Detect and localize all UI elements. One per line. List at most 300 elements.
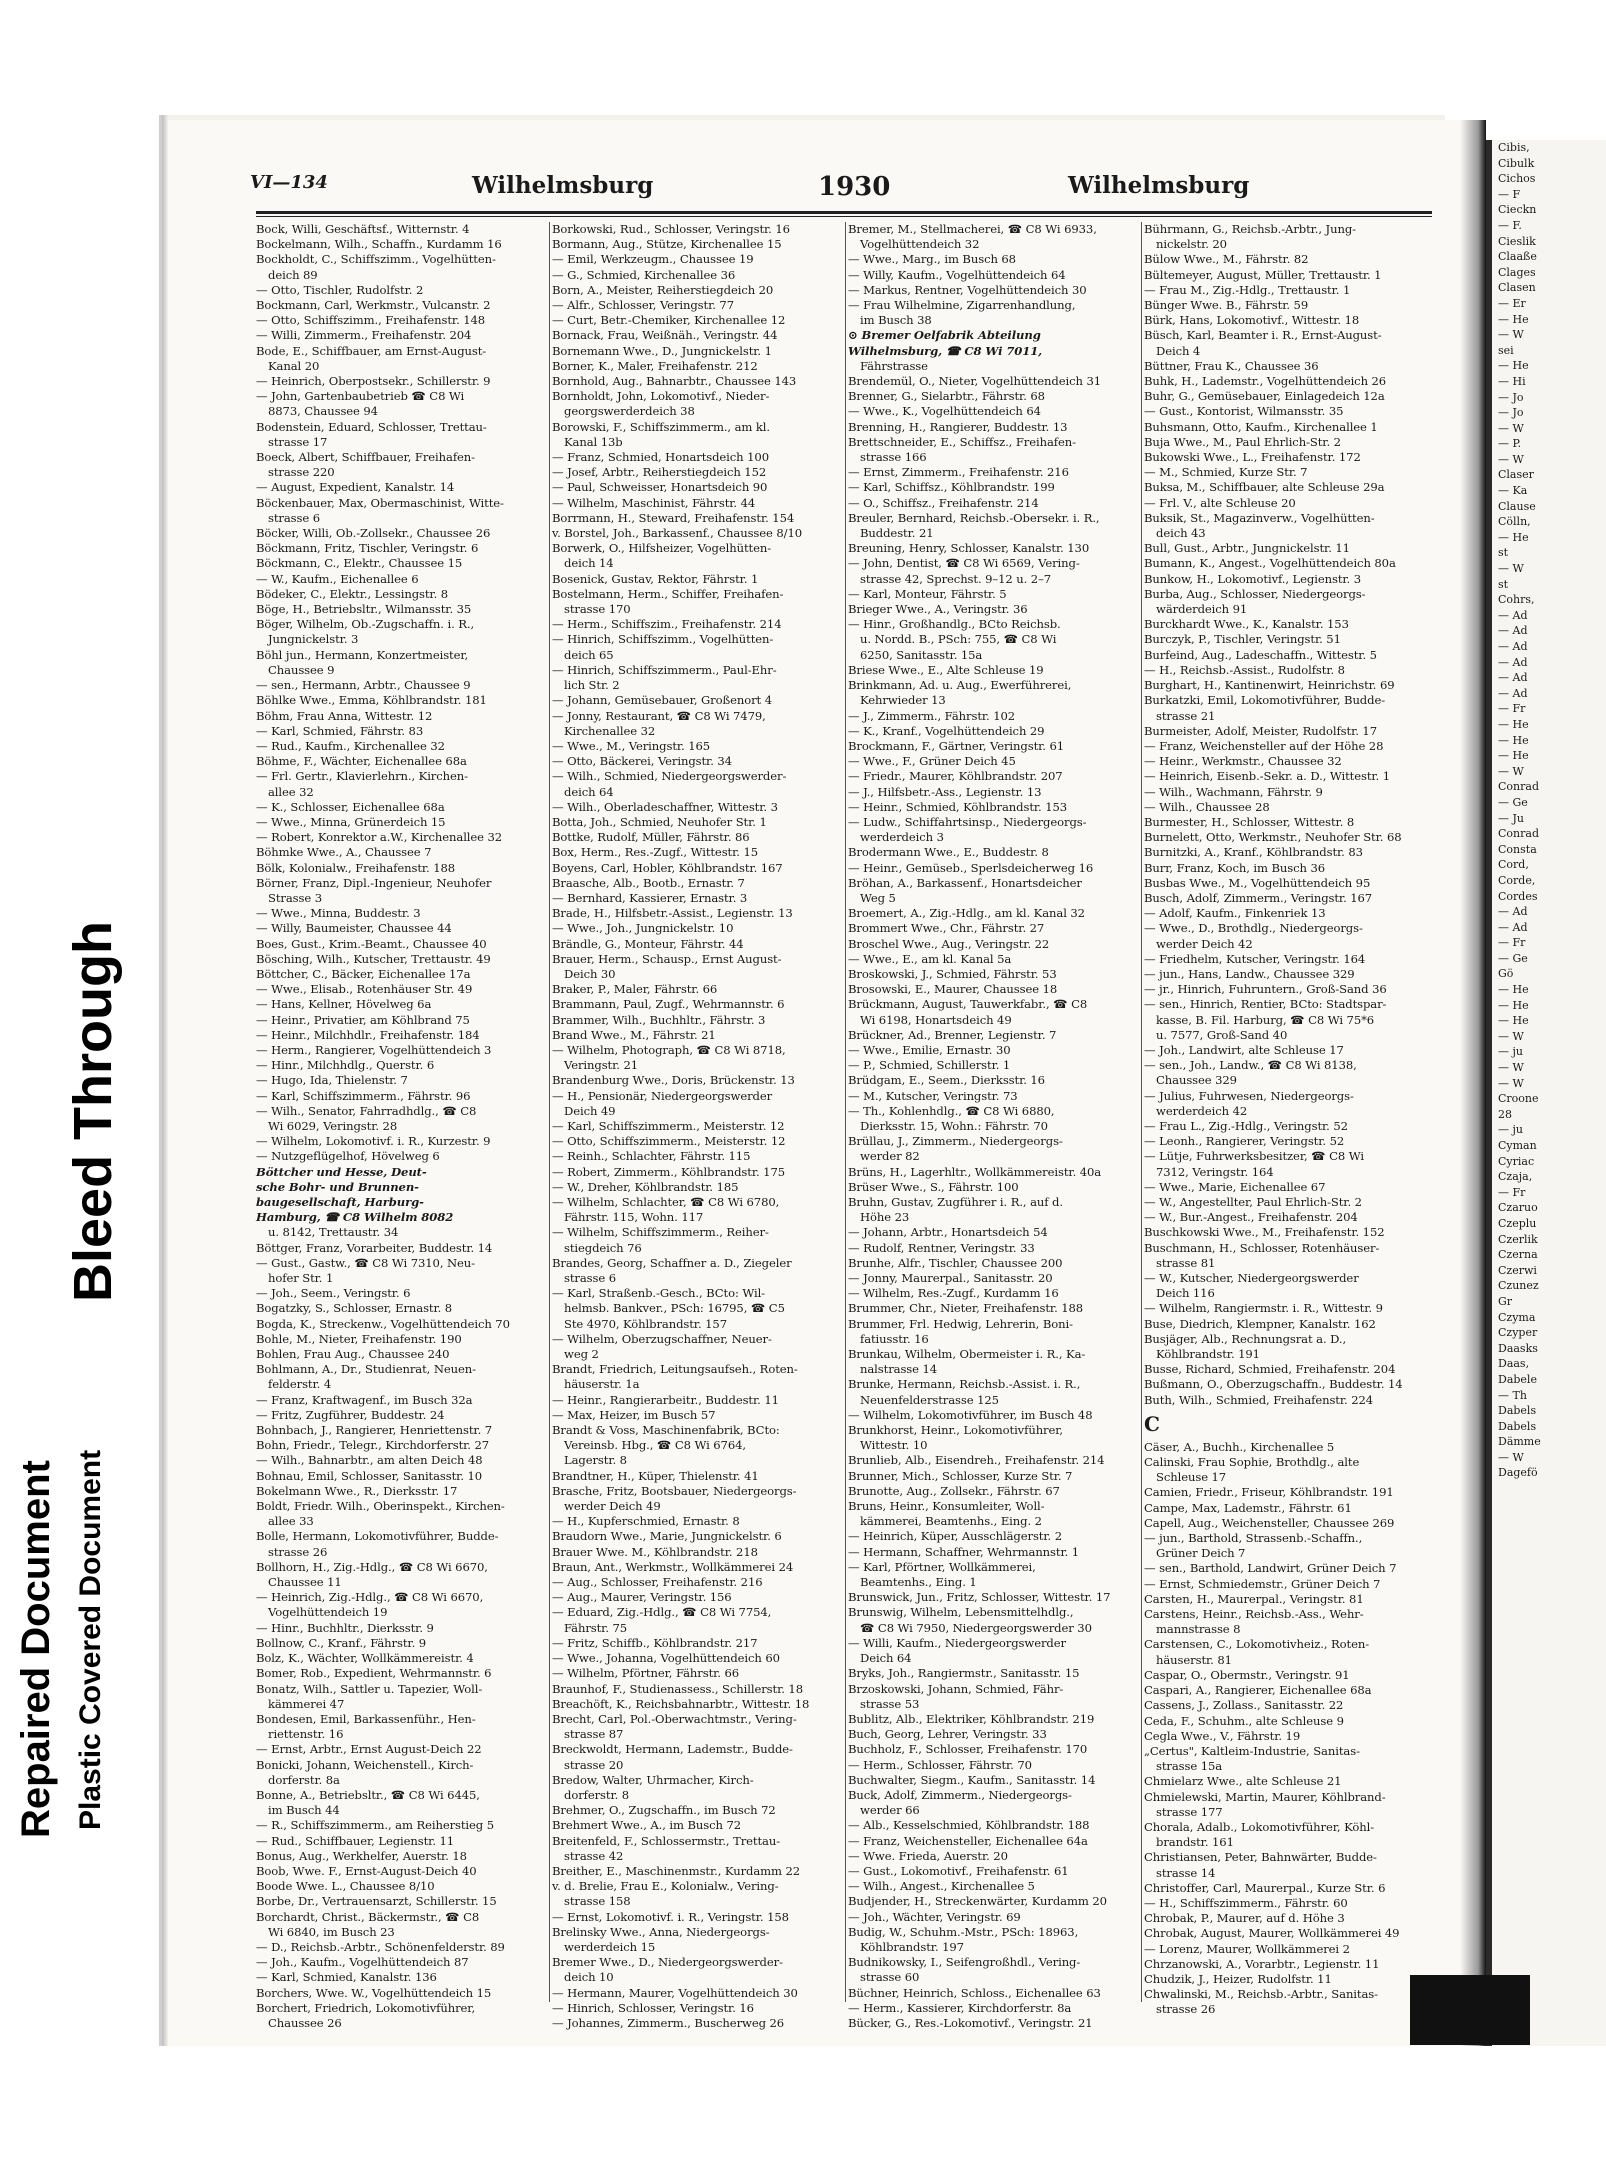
directory-entry-line: — Heinrich, Oberpostsekr., Schillerstr. 9 [256,374,491,389]
directory-entry-line: — Wilhelm, Res.-Zugf., Kurdamm 16 [848,1286,1059,1301]
next-page-fragment: — W [1498,421,1524,435]
directory-entry-line: Brammer, Wilh., Buchhltr., Fährstr. 3 [552,1012,766,1027]
directory-entry-line: Brunkau, Wilhelm, Obermeister i. R., Ka- [848,1347,1086,1362]
page-number: VI—134 [250,172,328,193]
directory-entry-line: — Ludw., Schiffahrtsinsp., Niedergeorgs- [848,814,1087,829]
directory-entry-line: felderstr. 4 [268,1377,332,1392]
next-page-fragment: Clause [1498,499,1536,513]
directory-entry-line: — K., Kranf., Vogelhüttendeich 29 [848,723,1045,738]
directory-entry-line: — sen., Joh., Landw., ☎ C8 Wi 8138, [1144,1058,1357,1073]
header-right-title: Wilhelmsburg [1068,172,1250,199]
directory-entry-line: — Willy, Baumeister, Chaussee 44 [256,921,452,936]
directory-entry-line: Bull, Gust., Arbtr., Jungnickelstr. 11 [1144,541,1350,556]
next-page-fragment: — Ka [1498,484,1528,498]
directory-entry-line: Bodenstein, Eduard, Schlosser, Trettau- [256,419,487,434]
directory-entry-line: — Bernhard, Kassierer, Ernastr. 3 [552,890,748,905]
directory-entry-line: Veringstr. 21 [564,1058,639,1073]
next-page-fragment: — Ju [1498,811,1524,825]
directory-entry-line: — Joh., Seem., Veringstr. 6 [256,1286,411,1301]
directory-entry-line: Brettschneider, E., Schiffsz., Freihafen- [848,434,1076,449]
directory-entry-line: Brehmert Wwe., A., im Busch 72 [552,1818,742,1833]
directory-entry-line: Burczyk, P., Tischler, Veringstr. 51 [1144,632,1341,647]
directory-entry-line: — Herm., Schlosser, Fährstr. 70 [848,1757,1032,1772]
next-page-fragment: — ju [1498,1045,1523,1059]
directory-entry-line: Bogda, K., Streckenw., Vogelhüttendeich 70 [256,1316,510,1331]
next-page-fragment: Clages [1498,265,1536,279]
directory-entry-line: Buchwalter, Siegm., Kaufm., Sanitasstr. 14 [848,1772,1096,1787]
directory-entry-line: Bonus, Aug., Werkhelfer, Auerstr. 18 [256,1848,467,1863]
directory-entry-line: Burr, Franz, Koch, im Busch 36 [1144,860,1325,875]
directory-entry-line: Bösching, Wilh., Kutscher, Trettaustr. 49 [256,951,491,966]
directory-entry-line: Bollhorn, H., Zig.-Hdlg., ☎ C8 Wi 6670, [256,1559,488,1574]
directory-entry-line: Borowski, F., Schiffszimmerm., am kl. [552,419,771,434]
directory-entry-line: — Wwe., Elisab., Rotenhäuser Str. 49 [256,982,473,997]
directory-entry-line: — Heinrich, Eisenb.-Sekr. a. D., Wittestr. 1 [1144,769,1390,784]
directory-entry-line: sche Bohr- und Brunnen- [256,1179,419,1194]
directory-entry-line: Brockmann, F., Gärtner, Veringstr. 61 [848,738,1065,753]
directory-entry-line: — Jonny, Restaurant, ☎ C8 Wi 7479, [552,708,766,723]
column-1 [256,222,542,2030]
directory-entry-line: Böckmann, Fritz, Tischler, Veringstr. 6 [256,541,479,556]
next-page-fragment: st [1498,577,1509,591]
directory-entry-line: — Wilhelm, Rangiermstr. i. R., Wittestr. 9 [1144,1301,1383,1316]
directory-entry-line: Brzoskowski, Johann, Schmied, Fähr- [848,1681,1064,1696]
directory-entry-line: — Julius, Fuhrwesen, Niedergeorgs- [1144,1088,1354,1103]
directory-entry-line: — Otto, Tischler, Rudolfstr. 2 [256,282,424,297]
next-page-edge [1486,140,1606,2046]
directory-entry-line: Fährstr. 75 [564,1620,628,1635]
directory-entry-line: Cegla Wwe., V., Fährstr. 19 [1144,1728,1301,1743]
next-page-fragment: Cibis, [1498,141,1530,154]
directory-entry-line: Bockmann, Carl, Werkmstr., Vulcanstr. 2 [256,298,491,313]
directory-entry-line: werder Deich 49 [564,1499,661,1514]
directory-entry-line: — Josef, Arbtr., Reiherstiegdeich 152 [552,465,767,480]
directory-entry-line: Hamburg, ☎ C8 Wilhelm 8082 [256,1210,454,1225]
next-page-fragment: — Hi [1498,374,1526,388]
directory-entry-line: Buksik, St., Magazinverw., Vogelhütten- [1144,510,1375,525]
directory-entry-line: Bomer, Rob., Expedient, Wehrmannstr. 6 [256,1666,492,1681]
directory-entry-line: Bünger Wwe. B., Fährstr. 59 [1144,298,1309,313]
next-page-fragment: Cölln, [1498,515,1531,529]
directory-entry-line: — Ernst, Arbtr., Ernst August-Deich 22 [256,1742,482,1757]
directory-entry-line: Brodermann Wwe., E., Buddestr. 8 [848,845,1049,860]
directory-entry-line: allee 32 [268,784,314,799]
directory-entry-line: Grüner Deich 7 [1156,1546,1246,1561]
directory-entry-line: Christoffer, Carl, Maurerpal., Kurze Str. 6 [1144,1880,1386,1895]
directory-entry-line: strasse 170 [564,602,631,617]
directory-entry-line: strasse 60 [860,1970,920,1985]
header-rule-thin [256,216,1432,217]
directory-entry-line: — Wwe., F., Grüner Deich 45 [848,754,1016,769]
directory-entry-line: Burmester, H., Schlosser, Wittestr. 8 [1144,814,1355,829]
directory-entry-line: Carstensen, C., Lokomotivheiz., Roten- [1144,1637,1370,1652]
directory-entry-line: georgswerderdeich 38 [564,404,695,419]
next-page-fragment: Dabels [1498,1419,1537,1433]
directory-entry-line: — Karl, Schiffszimmerm., Meisterstr. 12 [552,1118,785,1133]
directory-entry-line: Neuenfelderstrasse 125 [860,1392,999,1407]
directory-entry-line: — Joh., Landwirt, alte Schleuse 17 [1144,1042,1344,1057]
directory-entry-line: Busjäger, Alb., Rechnungsrat a. D., [1144,1331,1347,1346]
directory-entry-line: Brelinsky Wwe., Anna, Niedergeorgs- [552,1924,770,1939]
directory-entry-line: Chrobak, August, Maurer, Wollkämmerei 49 [1144,1926,1400,1941]
directory-entry-line: — Wwe., Johanna, Vogelhüttendeich 60 [552,1651,780,1666]
directory-entry-line: Bohn, Friedr., Telegr., Kirchdorferstr. 27 [256,1438,490,1453]
next-page-fragment: — W [1498,1029,1524,1043]
directory-entry-line: Bührmann, G., Reichsb.-Arbtr., Jung- [1144,222,1356,236]
directory-entry-line: Camien, Friedr., Friseur, Köhlbrandstr. 191 [1144,1485,1394,1500]
directory-entry-line: Bogatzky, S., Schlosser, Ernastr. 8 [256,1301,453,1316]
directory-entry-line: — Wwe., Minna, Grünerdeich 15 [256,814,446,829]
column-divider [549,222,550,2002]
directory-entry-line: — Frl. V., alte Schleuse 20 [1144,495,1296,510]
next-page-fragment: — Ad [1498,608,1528,622]
directory-entry-line: Buhr, G., Gemüsebauer, Einlagedeich 12a [1144,389,1385,404]
directory-entry-line: — Willy, Kaufm., Vogelhüttendeich 64 [848,267,1066,282]
directory-entry-line: Büchner, Heinrich, Schloss., Eichenallee 63 [848,1985,1101,2000]
next-page-fragment: — F [1498,187,1521,201]
directory-entry-line: Brasche, Fritz, Bootsbauer, Niedergeorgs- [552,1483,797,1498]
directory-entry-line: Brandt, Friedrich, Leitungsaufseh., Roten- [552,1362,798,1377]
directory-entry-line: Börner, Franz, Dipl.-Ingenieur, Neuhofer [256,875,492,890]
directory-entry-line: Vereinsb. Hbg., ☎ C8 Wi 6764, [564,1438,746,1453]
directory-entry-line: — Hermann, Schaffner, Wehrmannstr. 1 [848,1544,1080,1559]
directory-entry-line: Chaussee 9 [268,662,335,677]
directory-entry-line: Brüdgam, E., Seem., Dierksstr. 16 [848,1073,1045,1088]
directory-entry-line: — Frl. Gertr., Klavierlehrn., Kirchen- [256,769,468,784]
directory-entry-line: — Hinrich, Schlosser, Veringstr. 16 [552,2000,754,2015]
directory-entry-line: — Wwe., M., Veringstr. 165 [552,738,711,753]
directory-entry-line: — Franz, Weichensteller, Eichenallee 64a [848,1833,1088,1848]
directory-entry-line: Buksa, M., Schiffbauer, alte Schleuse 29a [1144,480,1385,495]
directory-entry-line: — Wilhelm, Schlachter, ☎ C8 Wi 6780, [552,1195,780,1209]
next-page-fragment: Dämme [1498,1435,1541,1449]
next-page-fragment: Croone [1498,1092,1539,1106]
directory-entry-line: Carstens, Heinr., Reichsb.-Ass., Wehr- [1144,1607,1364,1622]
directory-entry-line: — Markus, Rentner, Vogelhüttendeich 30 [848,282,1087,297]
directory-entry-line: kasse, B. Fil. Harburg, ☎ C8 Wi 75*6 [1156,1012,1375,1027]
directory-entry-line: Wi 6029, Veringstr. 28 [268,1118,398,1133]
next-page-fragment: 28 [1498,1107,1512,1121]
next-page-fragment: Cibulk [1498,156,1535,170]
label-bleed-through: Bleed Through [63,921,123,1302]
next-page-fragment: Czyma [1498,1310,1536,1324]
directory-entry-line: Bode, E., Schiffbauer, am Ernst-August- [256,343,487,358]
directory-entry-line: Bottke, Rudolf, Müller, Fährstr. 86 [552,830,750,845]
directory-entry-line: Breitenfeld, F., Schlossermstr., Trettau- [552,1833,781,1848]
next-page-fragment: Cieslik [1498,234,1536,248]
directory-entry-line: Bormann, Aug., Stütze, Kirchenallee 15 [552,237,782,252]
directory-entry-line: mannstrasse 8 [1156,1622,1241,1637]
next-page-fragment: Conrad [1498,780,1539,794]
directory-entry-line: Böckmann, C., Elektr., Chaussee 15 [256,556,463,571]
directory-entry-line: — Wilh., Senator, Fahrradhdlg., ☎ C8 [256,1103,477,1118]
directory-entry-line: — Eduard, Zig.-Hdlg., ☎ C8 Wi 7754, [552,1605,772,1620]
directory-entry-line: — Karl, Monteur, Fährstr. 5 [848,586,1007,601]
directory-entry-line: — Wilhelm, Photograph, ☎ C8 Wi 8718, [552,1042,786,1057]
directory-entry-line: Christiansen, Peter, Bahnwärter, Budde- [1144,1850,1377,1865]
next-page-fragment: — W [1498,562,1524,576]
directory-entry-line: dorferstr. 8 [564,1787,630,1802]
next-page-fragment: — W [1498,1450,1524,1464]
directory-entry-line: — Wilhelm, Lokomotivführer, im Busch 48 [848,1407,1093,1422]
directory-entry-line: — Robert, Zimmerm., Köhlbrandstr. 175 [552,1164,785,1179]
next-page-fragment: Czunez [1498,1279,1539,1293]
directory-entry-line: — G., Schmied, Kirchenallee 36 [552,267,736,282]
directory-entry-line: werderdeich 3 [860,830,944,845]
directory-entry-line: — Frau Wilhelmine, Zigarrenhandlung, [848,298,1076,313]
directory-entry-line: Chaussee 329 [1156,1073,1237,1088]
directory-entry-line: — Karl, Schiffsz., Köhlbrandstr. 199 [848,480,1055,495]
directory-entry-line: Deich 64 [860,1651,912,1666]
directory-entry-line: — Gust., Gastw., ☎ C8 Wi 7310, Neu- [256,1255,475,1270]
directory-entry-line: — P., Schmied, Schillerstr. 1 [848,1058,1011,1073]
directory-entry-line: Bölk, Kolonialw., Freihafenstr. 188 [256,860,456,875]
directory-entry-line: — Karl, Pförtner, Wollkämmerei, [848,1559,1036,1574]
directory-entry-line: Boode Wwe. L., Chaussee 8/10 [256,1879,435,1894]
directory-entry-line: Bornholdt, John, Lokomotivf., Nieder- [552,389,770,404]
directory-entry-line: — K., Schlosser, Eichenallee 68a [256,799,445,814]
directory-entry-line: stiegdeich 76 [564,1240,642,1255]
directory-entry-line: Bukowski Wwe., L., Freihafenstr. 172 [1144,450,1361,465]
next-page-fragment: — Ad [1498,686,1528,700]
directory-entry-line: Wilhelmsburg, ☎ C8 Wi 7011, [848,343,1043,358]
directory-entry-line: Bödeker, C., Elektr., Lessingstr. 8 [256,586,449,601]
directory-entry-line: Bohlmann, A., Dr., Studienrat, Neuen- [256,1362,476,1377]
directory-entry-line: Schleuse 17 [1156,1470,1227,1485]
directory-entry-line: — W., Kutscher, Niedergeorgswerder [1144,1271,1359,1286]
directory-entry-line: C [1144,1411,1160,1436]
directory-entry-line: Brunswig, Wilhelm, Lebensmittelhdlg., [848,1605,1074,1620]
directory-entry-line: Bruhn, Gustav, Zugführer i. R., auf d. [848,1195,1063,1209]
next-page-fragment: — He [1498,983,1529,997]
directory-entry-line: Deich 4 [1156,343,1201,358]
directory-entry-line: strasse 53 [860,1696,920,1711]
directory-entry-line: Bohlen, Frau Aug., Chaussee 240 [256,1347,450,1362]
label-plastic-covered: Plastic Covered Document [74,1449,107,1830]
directory-entry-line: — Ernst, Zimmerm., Freihafenstr. 216 [848,465,1069,480]
directory-entry-line: strasse 14 [1156,1865,1216,1880]
directory-entry-line: — Curt, Betr.-Chemiker, Kirchenallee 12 [552,313,786,328]
directory-entry-line: Bruns, Heinr., Konsumleiter, Woll- [848,1499,1045,1514]
directory-entry-line: Bockelmann, Wilh., Schaffn., Kurdamm 16 [256,237,502,252]
directory-entry-line: — Hinr., Buchhltr., Dierksstr. 9 [256,1620,434,1635]
header-year: 1930 [818,172,891,202]
next-page-fragment: Daasks [1498,1341,1538,1355]
directory-entry-line: Jungnickelstr. 3 [268,632,359,647]
directory-entry-line: Brosowski, E., Maurer, Chaussee 18 [848,982,1058,997]
header-left-title: Wilhelmsburg [472,172,654,199]
directory-entry-line: Bußmann, O., Oberzugschaffn., Buddestr. 14 [1144,1377,1403,1392]
next-page-fragment: Cyman [1498,1139,1537,1152]
directory-entry-line: — Wwe. Frieda, Auerstr. 20 [848,1848,1008,1863]
directory-entry-line: Chmielewski, Martin, Maurer, Köhlbrand- [1144,1789,1386,1804]
directory-entry-line: Brinkmann, Ad. u. Aug., Ewerführerei, [848,678,1072,693]
directory-entry-line: Chrobak, P., Maurer, auf d. Höhe 3 [1144,1911,1345,1926]
directory-entry-line: Brauer Wwe. M., Köhlbrandstr. 218 [552,1544,758,1559]
directory-entry-line: Burfeind, Aug., Ladeschaffn., Wittestr. 5 [1144,647,1377,662]
next-page-fragment: — Ad [1498,671,1528,685]
directory-entry-line: strasse 177 [1156,1804,1223,1819]
directory-entry-line: — Jonny, Maurerpal., Sanitasstr. 20 [848,1271,1053,1286]
directory-entry-line: kämmerei, Beamtenhs., Eing. 2 [860,1514,1042,1529]
directory-entry-line: — Lorenz, Maurer, Wollkämmerei 2 [1144,1941,1350,1956]
next-page-fragment: — Jo [1498,406,1524,420]
directory-entry-line: Kehrwieder 13 [860,693,946,708]
directory-entry-line: — Wilh., Chaussee 28 [1144,799,1270,814]
directory-entry-line: Büttner, Frau K., Chaussee 36 [1144,358,1319,373]
directory-entry-line: — Wilh., Bahnarbtr., am alten Deich 48 [256,1453,483,1468]
directory-entry-line: Bollnow, C., Kranf., Fährstr. 9 [256,1635,427,1650]
directory-entry-line: Burnitzki, A., Kranf., Köhlbrandstr. 83 [1144,845,1363,860]
directory-entry-line: Büsch, Karl, Beamter i. R., Ernst-August- [1144,328,1382,343]
directory-entry-line: Boeck, Albert, Schiffbauer, Freihafen- [256,450,475,465]
directory-entry-line: Busse, Richard, Schmied, Freihafenstr. 204 [1144,1362,1396,1377]
directory-entry-line: Borner, K., Maler, Freihafenstr. 212 [552,358,758,373]
directory-entry-line: dorferstr. 8a [268,1772,340,1787]
directory-entry-line: Brüser Wwe., S., Fährstr. 100 [848,1179,1019,1194]
directory-entry-line: Bondesen, Emil, Barkassenführ., Hen- [256,1711,476,1726]
directory-entry-line: Kirchenallee 32 [564,723,656,738]
next-page-fragment: — W [1498,764,1524,778]
directory-entry-line: Buck, Adolf, Zimmerm., Niedergeorgs- [848,1787,1072,1802]
next-page-fragment: Cichos [1498,172,1536,186]
directory-entry-line: nalstrasse 14 [860,1362,938,1377]
directory-entry-line: — Herm., Rangierer, Vogelhüttendeich 3 [256,1042,492,1057]
directory-entry-line: — Gust., Lokomotivf., Freihafenstr. 61 [848,1863,1069,1878]
next-page-fragment: — Fr [1498,936,1526,950]
directory-entry-line: — J., Hilfsbetr.-Ass., Legienstr. 13 [848,784,1042,799]
directory-entry-line: Buchholz, F., Schlosser, Freihafenstr. 170 [848,1742,1088,1757]
directory-entry-line: Breckwoldt, Hermann, Lademstr., Budde- [552,1742,793,1757]
next-page-fragment: Cieckn [1498,203,1537,217]
next-page-fragment: — Ge [1498,951,1528,965]
directory-entry-line: Brunotte, Aug., Zollsekr., Fährstr. 67 [848,1483,1060,1498]
directory-entry-line: — Heinr., Rangierarbeitr., Buddestr. 11 [552,1392,779,1407]
directory-entry-line: — Wwe., E., am kl. Kanal 5a [848,951,1012,966]
directory-entry-line: Caspar, O., Obermstr., Veringstr. 91 [1144,1667,1350,1682]
directory-entry-line: — D., Reichsb.-Arbtr., Schönenfelderstr. 89 [256,1939,505,1954]
directory-entry-line: Bostelmann, Herm., Schiffer, Freihafen- [552,586,784,601]
directory-entry-line: — W., Angestellter, Paul Ehrlich-Str. 2 [1144,1195,1362,1209]
directory-entry-line: — Friedr., Maurer, Köhlbrandstr. 207 [848,769,1063,784]
directory-entry-line: — Alfr., Schlosser, Veringstr. 77 [552,298,734,313]
directory-entry-line: Burghart, H., Kantinenwirt, Heinrichstr. 69 [1144,678,1395,693]
directory-entry-line: Breachöft, K., Reichsbahnarbtr., Wittestr. 18 [552,1696,810,1711]
directory-entry-line: Busch, Adolf, Zimmerm., Veringstr. 167 [1144,890,1373,905]
next-page-fragment: Dabele [1498,1372,1537,1386]
directory-entry-line: Höhe 23 [860,1210,910,1225]
directory-entry-line: Brenning, H., Rangierer, Buddestr. 13 [848,419,1068,434]
directory-columns [256,222,1436,2030]
directory-entry-line: Köhlbrandstr. 197 [860,1939,964,1954]
directory-entry-line: lich Str. 2 [564,678,620,693]
directory-entry-line: ☎ C8 Wi 7950, Niedergeorgswerder 30 [860,1620,1092,1635]
directory-entry-line: — O., Schiffsz., Freihafenstr. 214 [848,495,1039,510]
header-rule [256,211,1432,214]
directory-entry-line: Wi 6198, Honartsdeich 49 [860,1012,1012,1027]
directory-entry-line: — Hugo, Ida, Thielenstr. 7 [256,1073,408,1088]
directory-entry-line: Böger, Wilhelm, Ob.-Zugschaffn. i. R., [256,617,475,632]
directory-entry-line: Bülow Wwe., M., Fährstr. 82 [1144,252,1309,267]
directory-entry-line: — Willi, Kaufm., Niedergeorgswerder [848,1635,1066,1650]
directory-entry-line: Brand Wwe., M., Fährstr. 21 [552,1027,716,1042]
directory-entry-line: Chwalinski, M., Reichsb.-Arbtr., Sanitas- [1144,1987,1378,2002]
directory-entry-line: — Paul, Schweisser, Honartsdeich 90 [552,480,768,495]
next-page-fragment: Cordes [1498,889,1538,903]
directory-entry-line: Breuning, Henry, Schlosser, Kanalstr. 130 [848,541,1090,556]
directory-entry-line: Fährstr. 115, Wohn. 117 [564,1210,704,1225]
directory-entry-line: — Wwe., Joh., Jungnickelstr. 10 [552,921,734,936]
next-page-fragment: Czerlik [1498,1232,1538,1246]
next-page-fragments [1492,140,1606,1481]
next-page-fragment: Corde, [1498,873,1536,887]
directory-entry-line: — H., Pensionär, Niedergeorgswerder [552,1088,773,1103]
directory-entry-line: Borchardt, Christ., Bäckermstr., ☎ C8 [256,1909,480,1924]
directory-entry-line: Brecht, Carl, Pol.-Oberwachtmstr., Vering- [552,1711,797,1726]
directory-entry-line: — Hinr., Großhandlg., BCto Reichsb. [848,617,1061,632]
directory-entry-line: Böhmke Wwe., A., Chaussee 7 [256,845,432,860]
next-page-fragment: st [1498,546,1509,560]
directory-entry-line: Brummer, Frl. Hedwig, Lehrerin, Boni- [848,1316,1073,1331]
directory-entry-line: Cäser, A., Buchh., Kirchenallee 5 [1144,1439,1335,1454]
directory-entry-line: — sen., Barthold, Landwirt, Grüner Deich 7 [1144,1561,1397,1576]
directory-entry-line: — August, Expedient, Kanalstr. 14 [256,480,455,495]
directory-entry-line: — Willi, Zimmerm., Freihafenstr. 204 [256,328,472,343]
directory-entry-line: weg 2 [564,1347,599,1362]
next-page-fragment: — Ad [1498,655,1528,669]
directory-entry-line: — Heinr., Privatier, am Köhlbrand 75 [256,1012,470,1027]
directory-entry-line: — Lütje, Fuhrwerksbesitzer, ☎ C8 Wi [1144,1149,1364,1164]
directory-entry-line: Box, Herm., Res.-Zugf., Wittestr. 15 [552,845,758,860]
directory-entry-line: Deich 30 [564,966,616,981]
directory-entry-line: Bonicki, Johann, Weichenstell., Kirch- [256,1757,474,1772]
directory-entry-line: strasse 15a [1156,1759,1223,1774]
next-page-fragment: — ju [1498,1123,1523,1137]
next-page-fragment: — Ad [1498,920,1528,934]
directory-entry-line: werderdeich 42 [1156,1103,1248,1118]
directory-entry-line: wärderdeich 91 [1156,602,1248,617]
next-page-fragment: Cord, [1498,858,1529,872]
directory-entry-line: Born, A., Meister, Reiherstiegdeich 20 [552,282,774,297]
directory-entry-line: strasse 20 [564,1757,624,1772]
directory-entry-line: Brandenburg Wwe., Doris, Brückenstr. 13 [552,1073,795,1088]
directory-entry-line: deich 10 [564,1970,614,1985]
directory-entry-line: Brunner, Mich., Schlosser, Kurze Str. 7 [848,1468,1073,1483]
directory-entry-line: — jun., Barthold, Strassenb.-Schaffn., [1144,1531,1363,1546]
directory-entry-line: Buddestr. 21 [860,526,934,541]
directory-entry-line: Chmielarz Wwe., alte Schleuse 21 [1144,1774,1342,1789]
directory-entry-line: — Nutzgeflügelhof, Hövelweg 6 [256,1149,440,1164]
directory-entry-line: Borchert, Friedrich, Lokomotivführer, [256,2000,476,2015]
directory-entry-line: Boes, Gust., Krim.-Beamt., Chaussee 40 [256,936,487,951]
directory-entry-line: — Franz, Kraftwagenf., im Busch 32a [256,1392,473,1407]
directory-entry-line: Fährstrasse [860,358,928,373]
page-header [250,172,1430,208]
directory-entry-line: u. 8142, Trettaustr. 34 [268,1225,399,1240]
directory-entry-line: — Heinr., Schmied, Köhlbrandstr. 153 [848,799,1068,814]
directory-entry-line: Buhk, H., Lademstr., Vogelhüttendeich 26 [1144,374,1387,389]
next-page-fragment: Claser [1498,468,1534,482]
next-page-fragment: sei [1498,343,1514,357]
directory-entry-line: strasse 42, Sprechst. 9–12 u. 2–7 [860,571,1052,586]
directory-entry-line: Bremer Wwe., D., Niedergeorgswerder- [552,1955,783,1970]
directory-entry-line: Boob, Wwe. F., Ernst-August-Deich 40 [256,1863,477,1878]
directory-entry-line: Böge, H., Betriebsltr., Wilmansstr. 35 [256,602,472,617]
next-page-fragment: Czaja, [1498,1170,1533,1184]
next-page-fragment: — He [1498,749,1529,763]
directory-entry-line: — Ernst, Schmiedemstr., Grüner Deich 7 [1144,1576,1381,1591]
directory-entry-line: strasse 42 [564,1848,624,1863]
